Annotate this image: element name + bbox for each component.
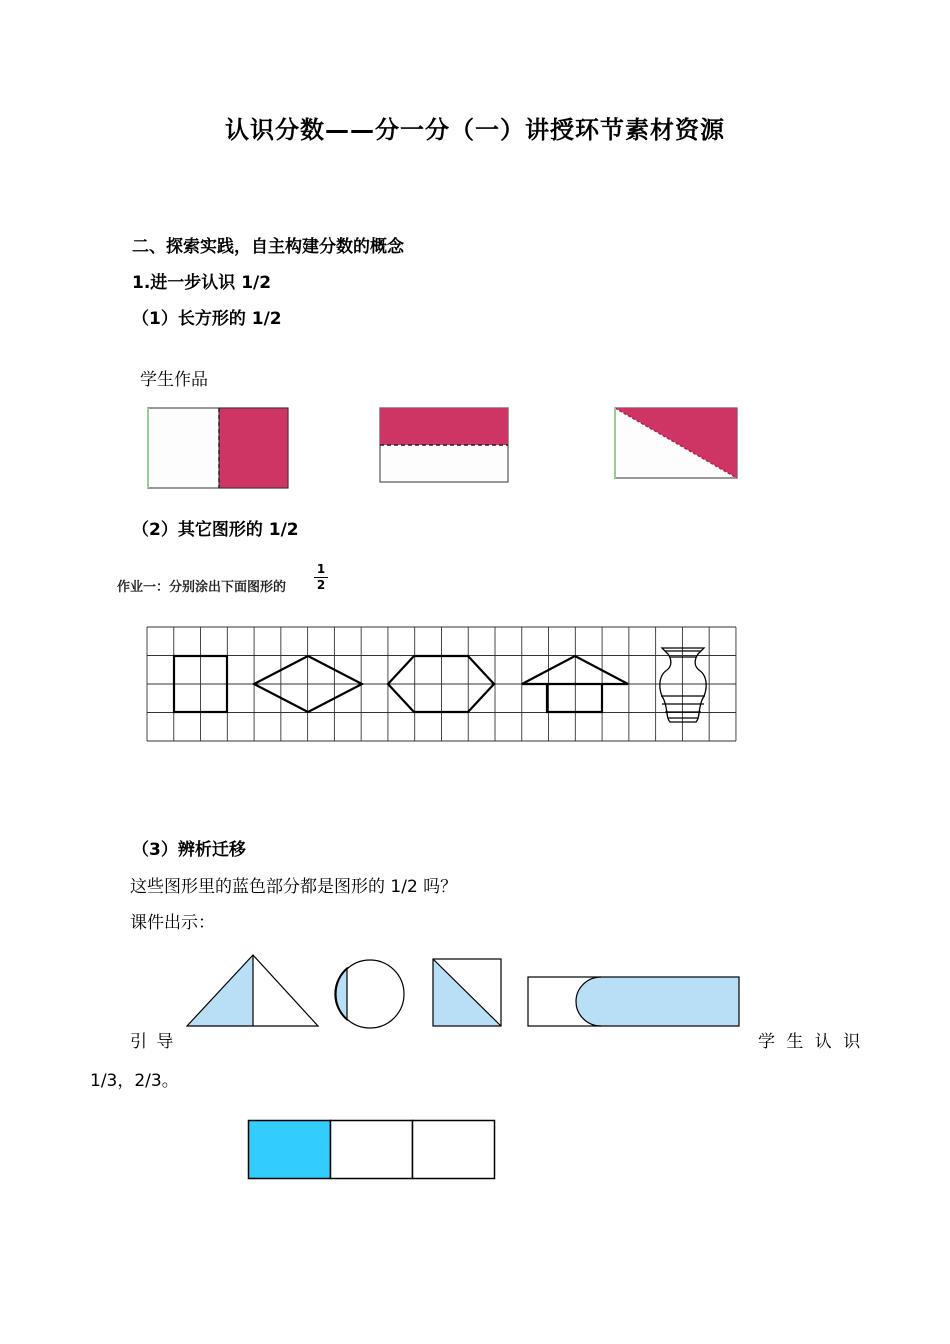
- guide-text-right: 学 生 认 识: [758, 1032, 864, 1052]
- page-title: 认识分数——分一分（一）讲授环节素材资源: [225, 116, 725, 144]
- student-work-label: 学生作品: [140, 370, 208, 390]
- homework-label: 作业一：分别涂出下面图形的: [117, 580, 287, 595]
- worksheet-grid: [146, 626, 738, 742]
- question-text: 这些图形里的蓝色部分都是图形的 1/2 吗？: [130, 877, 458, 897]
- grid-vase-shape: [660, 648, 706, 722]
- square-diagonal-shape: [432, 958, 504, 1028]
- rectangle-half-diagonal: [614, 407, 740, 481]
- section-heading: 二、探索实践，自主构建分数的概念: [132, 237, 404, 257]
- thirds-bar: [247, 1119, 497, 1181]
- part3-heading: （3）辨析迁移: [132, 840, 246, 860]
- fraction-numerator: 1: [316, 562, 326, 576]
- thirds-part-empty: [413, 1121, 495, 1179]
- part2-heading: （2）其它图形的 1/2: [132, 520, 299, 540]
- part1-heading: （1）长方形的 1/2: [132, 309, 282, 329]
- rounded-rectangle-shape: [527, 976, 741, 1028]
- guide-text-end: 1/3，2/3。: [90, 1071, 179, 1091]
- rectangle-half-vertical: [147, 407, 291, 491]
- rectangle-half-horizontal: [379, 407, 511, 485]
- thirds-part-shaded: [249, 1121, 331, 1179]
- homework-fraction: [314, 563, 328, 592]
- subsection-heading: 1.进一步认识 1/2: [132, 273, 272, 293]
- guide-text-left: 引 导: [130, 1032, 176, 1052]
- circle-shape: [334, 958, 406, 1030]
- thirds-part-empty: [331, 1121, 413, 1179]
- triangle-shape: [186, 954, 320, 1028]
- fraction-denominator: 2: [316, 578, 326, 592]
- courseware-label: 课件出示：: [130, 913, 215, 933]
